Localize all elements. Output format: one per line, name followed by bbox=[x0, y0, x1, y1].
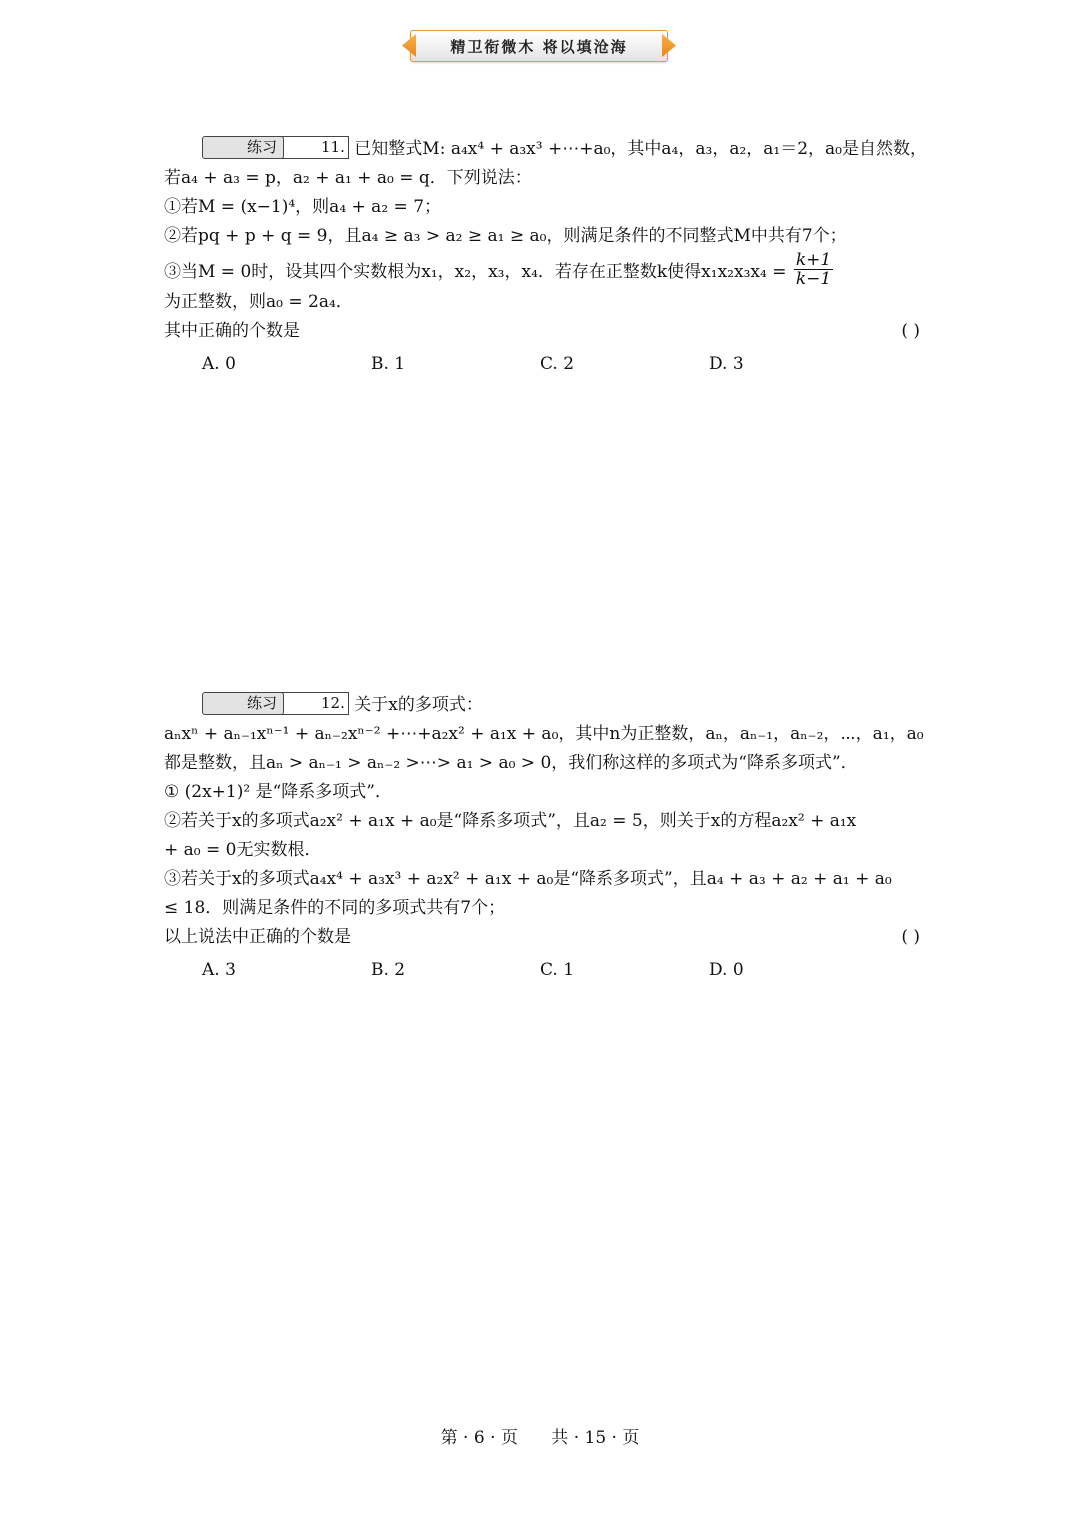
options bbox=[164, 956, 920, 985]
question-prompt bbox=[164, 317, 920, 346]
definition-cont: 都是整数，且aₙ > aₙ₋₁ > aₙ₋₂ >⋯> a₁ > a₀ > 0，我们称这样的多项式为“降系多项式”． bbox=[164, 753, 858, 773]
option-a: A. 0 bbox=[202, 354, 236, 374]
statement-1: ① (2x+1)² 是“降系多项式”． bbox=[164, 782, 392, 802]
banner-text: 精卫衔微木 将以填沧海 bbox=[450, 37, 628, 56]
problem-text: 关于x的多项式： bbox=[354, 695, 483, 715]
option-a: A. 3 bbox=[202, 960, 236, 980]
fraction bbox=[794, 251, 833, 288]
practice-tag: 练习 bbox=[202, 136, 284, 159]
statement-3-text: ③当M = 0时，设其四个实数根为x₁，x₂，x₃，x₄．若存在正整数k使得x₁x₂x₃x₄ = bbox=[164, 262, 787, 282]
question-prompt bbox=[164, 923, 920, 952]
problem-11-line-1 bbox=[164, 135, 927, 164]
page-total: 共 · 15 · 页 bbox=[551, 1428, 640, 1448]
option-d: D. 0 bbox=[709, 960, 744, 980]
question-text: 以上说法中正确的个数是 bbox=[164, 927, 351, 947]
options bbox=[164, 350, 920, 379]
practice-tag: 练习 bbox=[202, 692, 284, 715]
statement-2: ②若pq + p + q = 9，且a₄ ≥ a₃ > a₂ ≥ a₁ ≥ a₀，则满足条件的不同整式M中共有7个； bbox=[164, 226, 847, 246]
problem-12-line-1 bbox=[164, 691, 920, 720]
statement-3-cont: ≤ 18．则满足条件的不同的多项式共有7个； bbox=[164, 898, 506, 918]
problem-12 bbox=[164, 691, 924, 985]
statement-3 bbox=[164, 250, 920, 289]
problem-number: 11. bbox=[280, 136, 349, 159]
polynomial-definition: aₙxⁿ + aₙ₋₁xⁿ⁻¹ + aₙ₋₂xⁿ⁻² +⋯+a₂x² + a₁x + a₀，其中n为正整数，aₙ，aₙ₋₁，aₙ₋₂，⋯，a₁，a₀ bbox=[164, 724, 924, 744]
option-b: B. 2 bbox=[371, 960, 406, 980]
statement-2-cont: + a₀ = 0无实数根． bbox=[164, 840, 322, 860]
answer-blank: ( ) bbox=[901, 321, 920, 341]
statement-2: ②若关于x的多项式a₂x² + a₁x + a₀是“降系多项式”，且a₂ = 5，则关于x的方程a₂x² + a₁x bbox=[164, 811, 857, 831]
statement-1: ①若M = (x−1)⁴，则a₄ + a₂ = 7； bbox=[164, 197, 442, 217]
problem-text: 已知整式M: a₄x⁴ + a₃x³ +⋯+a₀，其中a₄，a₃，a₂，a₁＝2，a₀是自然数， bbox=[354, 139, 927, 159]
problem-11-line-2: 若a₄ + a₃ = p，a₂ + a₁ + a₀ = q．下列说法： bbox=[164, 168, 532, 188]
problem-number: 12. bbox=[280, 692, 349, 715]
fraction-denominator: k−1 bbox=[795, 269, 832, 289]
fraction-numerator: k+1 bbox=[795, 250, 832, 270]
question-text: 其中正确的个数是 bbox=[164, 321, 300, 341]
statement-3: ③若关于x的多项式a₄x⁴ + a₃x³ + a₂x² + a₁x + a₀是“降系多项式”，且a₄ + a₃ + a₂ + a₁ + a₀ bbox=[164, 869, 892, 889]
page-footer bbox=[0, 1423, 1080, 1448]
option-b: B. 1 bbox=[371, 354, 406, 374]
header-banner bbox=[410, 30, 668, 62]
problem-11 bbox=[164, 135, 927, 379]
option-c: C. 2 bbox=[540, 354, 575, 374]
option-c: C. 1 bbox=[540, 960, 575, 980]
answer-blank: ( ) bbox=[901, 927, 920, 947]
option-d: D. 3 bbox=[709, 354, 744, 374]
statement-3-cont: 为正整数，则a₀ = 2a₄． bbox=[164, 292, 353, 312]
page-number: 第 · 6 · 页 bbox=[440, 1428, 518, 1448]
